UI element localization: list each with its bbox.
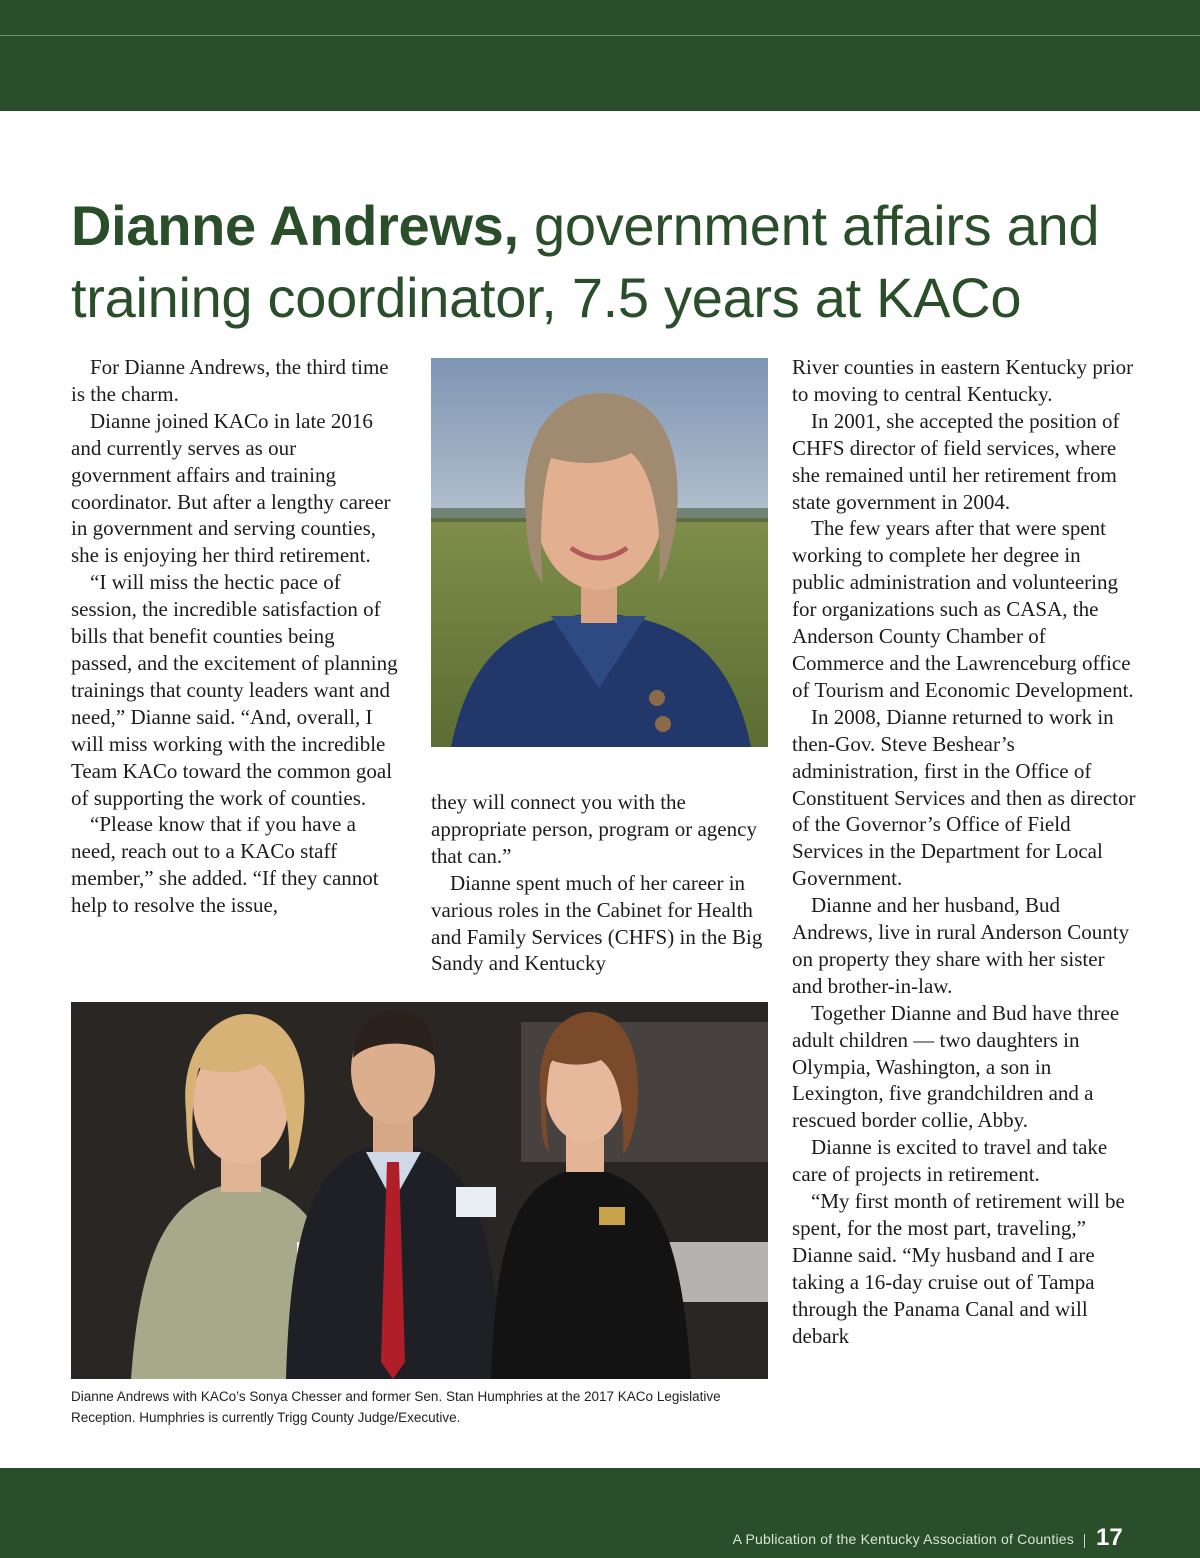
- paragraph: “I will miss the hectic pace of session, the incredible satisfaction of bills that benefit counties being passed, and the excitement of planning trainings that county leaders want and need,” Dianne said. “And, overall, I will miss working with the incredible Team KACo toward the common goal of supporting the work of counties.: [71, 570, 398, 810]
- headline-name: Dianne Andrews,: [71, 194, 519, 257]
- paragraph: Dianne spent much of her career in various roles in the Cabinet for Health and Family Services (CHFS) in the Big Sandy and Kentucky: [431, 870, 763, 976]
- paragraph: they will connect you with the appropriate person, program or agency that can.”: [431, 790, 757, 868]
- paragraph: Together Dianne and Bud have three adult children — two daughters in Olympia, Washington, a son in Lexington, five grandchildren and a rescued border collie, Abby.: [792, 1000, 1120, 1133]
- page-footer: [0, 1468, 1200, 1558]
- top-header-band: [0, 0, 1200, 111]
- group-photo-legislative-reception: [71, 1002, 768, 1379]
- article-column-middle: [431, 789, 771, 977]
- paragraph: “Please know that if you have a need, reach out to a KACo staff member,” she added. “If they cannot help to resolve the issue,: [71, 812, 379, 918]
- paragraph: In 2008, Dianne returned to work in then-Gov. Steve Beshear’s administration, first in the Office of Constituent Services and then as director of the Governor’s Office of Field Services in the Department for Local Government.: [792, 704, 1136, 891]
- paragraph: Dianne joined KACo in late 2016 and currently serves as our government affairs and training coordinator. But after a lengthy career in government and serving counties, she is enjoying her third retirement.: [71, 408, 391, 568]
- article-headline: [71, 190, 1151, 334]
- paragraph: Dianne is excited to travel and take care of projects in retirement.: [792, 1135, 1108, 1187]
- header-rule: [0, 35, 1200, 36]
- paragraph: River counties in eastern Kentucky prior to moving to central Kentucky.: [792, 355, 1134, 406]
- publication-credit: A Publication of the Kentucky Association of Counties: [732, 1531, 1074, 1547]
- article-column-right: [792, 354, 1137, 1350]
- headline-title: government affairs and training coordinator, 7.5 years at KACo: [71, 194, 1100, 329]
- paragraph: “My first month of retirement will be spent, for the most part, traveling,” Dianne said. “My husband and I are taking a 16-day cruise out of Tampa through the Panama Canal and will debark: [792, 1189, 1125, 1348]
- article-column-left: [71, 354, 401, 919]
- paragraph: The few years after that were spent working to complete her degree in public administration and volunteering for organizations such as CASA, the Anderson County Chamber of Commerce and the Lawrenceburg office of Tourism and Economic Development.: [792, 516, 1134, 702]
- paragraph: In 2001, she accepted the position of CHFS director of field services, where she remained until her retirement from state government in 2004.: [792, 408, 1120, 514]
- paragraph: Dianne and her husband, Bud Andrews, live in rural Anderson County on property they share with her sister and brother-in-law.: [792, 893, 1130, 998]
- photo-caption: Dianne Andrews with KACo’s Sonya Chesser and former Sen. Stan Humphries at the 2017 KACo Legislative Reception. Humphries is currently Trigg County Judge/Executive.: [71, 1389, 721, 1425]
- portrait-photo-dianne-andrews: [431, 358, 768, 747]
- paragraph: For Dianne Andrews, the third time is the charm.: [71, 355, 389, 406]
- page-number: 17: [1096, 1524, 1123, 1551]
- footer-divider: [1084, 1534, 1085, 1548]
